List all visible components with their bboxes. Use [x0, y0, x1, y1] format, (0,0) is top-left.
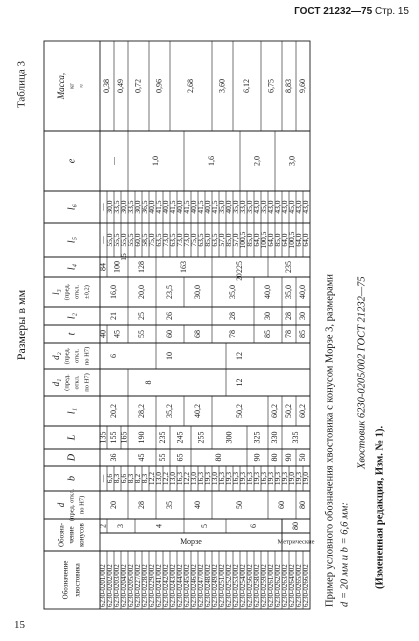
header-designation-1: Обозначение	[61, 560, 70, 600]
l5-cell: 73,0	[161, 233, 171, 247]
t-cell: 85	[297, 330, 307, 338]
l5-cell: 55,5	[112, 233, 122, 247]
l2-cell: 25	[136, 312, 146, 320]
l3-cell: 40,0	[262, 285, 272, 299]
l5-cell: 100,5	[238, 231, 248, 249]
header-d1-0: d₁	[51, 378, 62, 387]
l1-cell: 60,2	[269, 404, 279, 418]
table-label: Таблица 3	[15, 61, 28, 109]
D-cell: 80	[269, 453, 279, 462]
b-cell: 16,3	[245, 471, 255, 486]
l6-cell: 30,0	[105, 200, 115, 214]
l5-cell: 73,0	[175, 233, 185, 247]
l3-cell: 40,0	[297, 285, 307, 299]
L-cell: 330	[269, 431, 279, 444]
header-mass-0: Масса,	[56, 72, 67, 100]
header-d2-2: откл.	[73, 348, 81, 364]
l6-cell: 36,5	[140, 200, 150, 214]
designation-cell: 6230-0251/002	[218, 564, 227, 607]
designation-cell: 6230-0203/002	[113, 564, 122, 607]
l5-cell: 100,5	[287, 231, 297, 249]
b-cell: 19,3	[203, 471, 213, 486]
l1-cell: 35,2	[164, 404, 174, 418]
l1-cell: 50,2	[283, 404, 293, 418]
l2-cell: 26	[164, 312, 174, 320]
d-cell: 28	[136, 501, 146, 509]
header-cone-2: чение	[67, 526, 76, 544]
l6-cell: 41,5	[196, 200, 206, 214]
cone-number-cell: 5	[199, 524, 209, 528]
l4-cell: 128	[136, 261, 146, 273]
l1-cell: 20,2	[108, 404, 118, 418]
b-cell: 19,3	[238, 471, 248, 486]
l5-cell: 85,0	[224, 233, 234, 247]
designation-cell: 6230-0258/002	[253, 564, 262, 607]
l3-cell: 35,0	[227, 285, 237, 299]
l3-cell: 30,0	[192, 285, 202, 299]
header-d-0: d	[56, 502, 67, 508]
header-d1-2: откл.	[73, 375, 81, 390]
l6-cell: 41,5	[168, 200, 178, 214]
header-l3-3: ±0,2)	[83, 285, 91, 299]
l4-cell: 235	[283, 261, 293, 273]
example-line-3: Хвостовик 6230-0205/002 ГОСТ 21232—75	[356, 276, 368, 469]
header-d1-3: по Н7)	[83, 373, 91, 392]
l4-cell: 163	[178, 261, 188, 273]
l6-cell: 41,5	[182, 200, 192, 214]
mass-cell: 2,68	[185, 79, 195, 93]
l4-cell: 225	[234, 261, 244, 273]
designation-cell: 6230-0259/002	[260, 564, 269, 607]
l6-cell: 40,0	[175, 200, 185, 214]
header-d-2: по Н7)	[78, 495, 86, 515]
d-cell: 60	[276, 501, 286, 509]
header-mass-1: кг	[68, 83, 76, 89]
L-cell: 165	[119, 431, 129, 444]
b-cell: 16,3	[196, 471, 206, 486]
l5-cell: 64,0	[266, 233, 276, 247]
l6-cell: 33,5	[126, 200, 136, 214]
mass-cell: 6,75	[266, 79, 276, 93]
example-line-1: Пример условного обозначения хвостовика с конусом Морзе 3, размерами	[324, 273, 336, 607]
l5-cell: 75,0	[147, 233, 157, 247]
b-cell: 13,0	[210, 471, 220, 486]
b-cell: 6,6	[105, 473, 115, 484]
header-l6: l₆	[66, 203, 78, 211]
mass-cell: 3,60	[217, 79, 227, 93]
l6-cell: 43,0	[266, 200, 276, 214]
t-cell: 68	[192, 330, 202, 338]
cone-number-cell: 4	[154, 524, 164, 528]
b-cell: 13,0	[189, 471, 199, 486]
D-cell: 90	[283, 453, 293, 462]
L-cell: 335	[290, 431, 300, 444]
header-d2-0: d₂	[51, 352, 62, 360]
d2-cell: 12	[234, 352, 244, 360]
mass-cell: 0,38	[101, 79, 111, 93]
l6-cell: 43,0	[301, 200, 311, 214]
l6-cell: 41,5	[210, 200, 220, 214]
d-cell: 35	[164, 501, 174, 509]
designation-cell: 6230-0262/002	[274, 564, 283, 607]
D-cell: 50	[297, 453, 307, 462]
header-mass-2: ≈	[78, 84, 86, 88]
l5-cell: 63,5	[168, 233, 178, 247]
designation-cell: 6230-0249/002	[211, 564, 220, 607]
l5-cell: 85,0	[245, 233, 255, 247]
l1-cell: 28,2	[136, 404, 146, 418]
D-cell: 36	[108, 453, 118, 462]
l6-cell: 30,0	[133, 200, 143, 214]
mass-cell: 0,96	[154, 79, 164, 93]
designation-cell: 6230-0245/002	[183, 564, 192, 607]
standard-number: ГОСТ 21232—75	[294, 6, 373, 17]
page-number: 15	[14, 619, 25, 631]
l6-cell: 40,0	[161, 200, 171, 214]
l5-cell: 64,0	[280, 233, 290, 247]
example-line-2: d = 20 мм и b = 6,6 мм:	[339, 502, 351, 607]
t-cell: 55	[136, 330, 146, 338]
b-cell: 19,3	[252, 471, 262, 486]
l4-cell: 100	[112, 261, 122, 273]
l3-cell: 35,0	[283, 285, 293, 299]
l5-cell: 63,5	[210, 233, 220, 247]
cone-group-metric: Метрические	[277, 538, 315, 546]
example-line-4: (Измененная редакция, Изм. № 1).	[374, 425, 386, 589]
header-l2: l₂	[66, 312, 78, 320]
header-cone-1: Обозна-	[57, 522, 66, 548]
L-cell: 135	[98, 431, 108, 444]
L-cell: 255	[196, 431, 206, 444]
D-cell: 90	[252, 453, 262, 462]
b-cell: 16,3	[175, 471, 185, 486]
header-d1-1: (пред.	[63, 374, 71, 391]
designation-cell: 6230-0256/002	[246, 564, 255, 607]
b-cell: 19,3	[266, 471, 276, 486]
t-cell: 60	[164, 330, 174, 338]
t-cell: 40	[98, 330, 108, 338]
designation-cell: 6230-0201/002	[99, 564, 108, 607]
designation-cell: 6230-0246/002	[190, 564, 199, 607]
mass-cell: 8,83	[283, 79, 293, 93]
d-cell: 50	[234, 501, 244, 509]
designation-cell: 6230-0242/002	[162, 564, 171, 607]
t-cell: 85	[262, 330, 272, 338]
b-cell: 8,3	[126, 473, 136, 484]
e-cell: 2,0	[252, 156, 262, 166]
b-cell: 12,2	[182, 471, 192, 486]
L-cell: 245	[175, 431, 185, 444]
l6-cell: 40,0	[147, 200, 157, 214]
l5-cell: 85,0	[273, 233, 283, 247]
b-cell: 19,3	[294, 471, 304, 486]
designation-cell: 6230-0254/002	[239, 564, 248, 607]
l3-cell: 20,0	[136, 285, 146, 299]
b-cell: 12,2	[147, 471, 157, 486]
l2-cell: 30	[262, 312, 272, 320]
D-cell: 65	[175, 453, 185, 462]
l5-cell: 75,0	[189, 233, 199, 247]
b-cell: 16,3	[217, 471, 227, 486]
designation-cell: 6230-0265/002	[295, 564, 304, 607]
l5-cell: 64,0	[301, 233, 311, 247]
l6-cell: 40,0	[224, 200, 234, 214]
d1-cell: 12	[234, 378, 244, 387]
l2-cell: 28	[227, 312, 237, 320]
page-label: Стр. 15	[374, 6, 409, 17]
mass-cell: 9,60	[297, 79, 307, 93]
e-cell: —	[108, 157, 118, 165]
l6-cell: 35,0	[231, 200, 241, 214]
header-cone-3: конусов	[77, 523, 86, 547]
l1-cell: 40,2	[192, 404, 202, 418]
cone-number-cell: 80	[290, 522, 300, 530]
designation-cell: 6230-0202/002	[106, 564, 115, 607]
d-cell: 20	[108, 501, 118, 509]
D-cell: 55	[157, 453, 167, 462]
e-cell: 3,0	[287, 156, 297, 166]
L-cell: 325	[252, 431, 262, 444]
b-cell: 13,0	[154, 471, 164, 486]
header-l3-2: откл.	[73, 284, 81, 300]
d2-cell: 6	[108, 354, 118, 358]
l5-cell: 64,0	[252, 233, 262, 247]
header-e: e	[66, 158, 78, 164]
header-D: D	[66, 453, 78, 462]
l5-cell: 73,0	[182, 233, 192, 247]
l6-cell: 35,0	[245, 200, 255, 214]
header-L: L	[66, 434, 78, 441]
l4-cell: 84	[98, 263, 108, 271]
header-l1: l₁	[66, 407, 78, 415]
t-cell: 78	[227, 330, 237, 338]
designation-cell: 6230-0252/002	[225, 564, 234, 607]
l6-cell: 43,0	[294, 200, 304, 214]
l6-cell: 43,0	[273, 200, 283, 214]
designation-cell: 6230-0228/002	[141, 564, 150, 607]
l6-cell: 35,0	[259, 200, 269, 214]
l6-cell: 33,5	[112, 200, 122, 214]
b-cell: 8,2	[133, 473, 143, 484]
designation-cell: 6230-0253/002	[232, 564, 241, 607]
header-l5: l₅	[66, 236, 78, 244]
designation-cell: 6230-0229/002	[148, 564, 157, 607]
l3-cell: 16,0	[108, 285, 118, 299]
b-cell: 19,0	[287, 471, 297, 486]
l5-cell: 57,0	[217, 233, 227, 247]
b-cell: 13,0	[168, 471, 178, 486]
header-d2-1: (пред.	[63, 347, 71, 365]
l5-cell: 58,5	[140, 233, 150, 247]
l1-cell: 50,2	[234, 404, 244, 418]
l6-cell: 30,0	[119, 200, 129, 214]
l5-cell: 60,0	[133, 233, 143, 247]
l6-cell: 41,5	[154, 200, 164, 214]
l2-cell: 30	[297, 312, 307, 320]
designation-cell: 6230-0244/002	[176, 564, 185, 607]
d-cell: 40	[192, 501, 202, 509]
header-b: b	[66, 476, 78, 481]
l5-cell: 55,5	[126, 233, 136, 247]
b-cell: 16,3	[259, 471, 269, 486]
l6-cell: 40,0	[203, 200, 213, 214]
D-cell: 80	[213, 453, 223, 462]
b-cell: 19,0	[301, 471, 311, 486]
b-cell: 19,3	[280, 471, 290, 486]
designation-cell: 6230-0205/002	[127, 564, 136, 607]
l2-cell: 21	[108, 312, 118, 320]
d-cell: 80	[297, 501, 307, 509]
mass-cell: 0,72	[133, 79, 143, 93]
l6-cell: 43,0	[280, 200, 290, 214]
b-cell: 6,6	[119, 473, 129, 484]
mass-cell: 0,49	[115, 79, 125, 93]
designation-cell: 6230-0263/002	[281, 564, 290, 607]
b-cell: 19,3	[273, 471, 283, 486]
cone-group-morse: Морзе	[180, 536, 202, 546]
e-cell: 1,0	[150, 156, 160, 166]
l6-cell: 43,0	[252, 200, 262, 214]
l6-cell: —	[98, 203, 108, 211]
header-t: t	[66, 332, 78, 336]
cone-number-cell: 3	[115, 524, 125, 528]
designation-cell: 6230-0261/002	[267, 564, 276, 607]
b-cell: 8,3	[112, 473, 122, 484]
l6-cell: 40,0	[189, 200, 199, 214]
L-cell: 155	[108, 431, 118, 444]
mass-cell: 6,12	[241, 79, 251, 93]
l2-cell: 28	[283, 312, 293, 320]
l5-cell: 100,5	[259, 231, 269, 249]
l6-cell: 35,0	[217, 200, 227, 214]
d2-cell: 10	[164, 352, 174, 360]
cone-number-cell: 6	[248, 524, 258, 528]
l3-cell: 23,5	[164, 285, 174, 299]
L-cell: 235	[157, 431, 167, 444]
designation-cell: 6230-0248/002	[204, 564, 213, 607]
l6-cell: 45,0	[287, 200, 297, 214]
l5-cell: 57,0	[231, 233, 241, 247]
header-l3-0: l₃	[51, 289, 62, 295]
cone-number-cell: 2	[98, 524, 108, 528]
l6-cell: 33,0	[238, 200, 248, 214]
l1-cell: 60,2	[297, 404, 307, 418]
l5-cell: 63,5	[196, 233, 206, 247]
t-cell: 45	[112, 330, 122, 338]
l5-cell: 55,0	[119, 233, 129, 247]
table-title: Размеры в мм	[13, 289, 28, 361]
l4-note: 20	[234, 273, 244, 281]
designation-cell: 6230-0204/002	[120, 564, 129, 607]
b-cell: —	[98, 474, 108, 483]
l5-cell: —	[98, 236, 108, 244]
designation-cell: 6230-0266/002	[302, 564, 311, 607]
t-cell: 78	[283, 330, 293, 338]
L-cell: 190	[136, 431, 146, 444]
L-cell: 300	[224, 431, 234, 444]
b-cell: 16,3	[231, 471, 241, 486]
designation-cell: 6230-0227/002	[134, 564, 143, 607]
l5-note: 15	[119, 253, 129, 261]
designation-cell: 6230-0264/002	[288, 564, 297, 607]
header-designation-2: хвостовика	[73, 563, 82, 597]
designation-cell: 6230-0247/002	[197, 564, 206, 607]
e-cell: 1,6	[206, 156, 216, 166]
designation-cell: 6230-0241/002	[155, 564, 164, 607]
b-cell: 19,3	[224, 471, 234, 486]
l5-cell: 55,0	[105, 233, 115, 247]
l5-cell: 63,5	[154, 233, 164, 247]
l5-cell: 64,0	[294, 233, 304, 247]
D-cell: 45	[136, 453, 146, 462]
b-cell: 8,3	[140, 473, 150, 484]
header-l4: l₄	[66, 263, 78, 271]
header-l3-1: (пред.	[63, 283, 71, 301]
l5-cell: 85,0	[203, 233, 213, 247]
d1-cell: 8	[143, 380, 153, 385]
b-cell: 12,2	[161, 471, 171, 486]
designation-cell: 6230-0243/002	[169, 564, 178, 607]
header-d2-3: по Н7)	[83, 346, 91, 366]
header-d-1: (пред. откл.	[68, 488, 76, 522]
